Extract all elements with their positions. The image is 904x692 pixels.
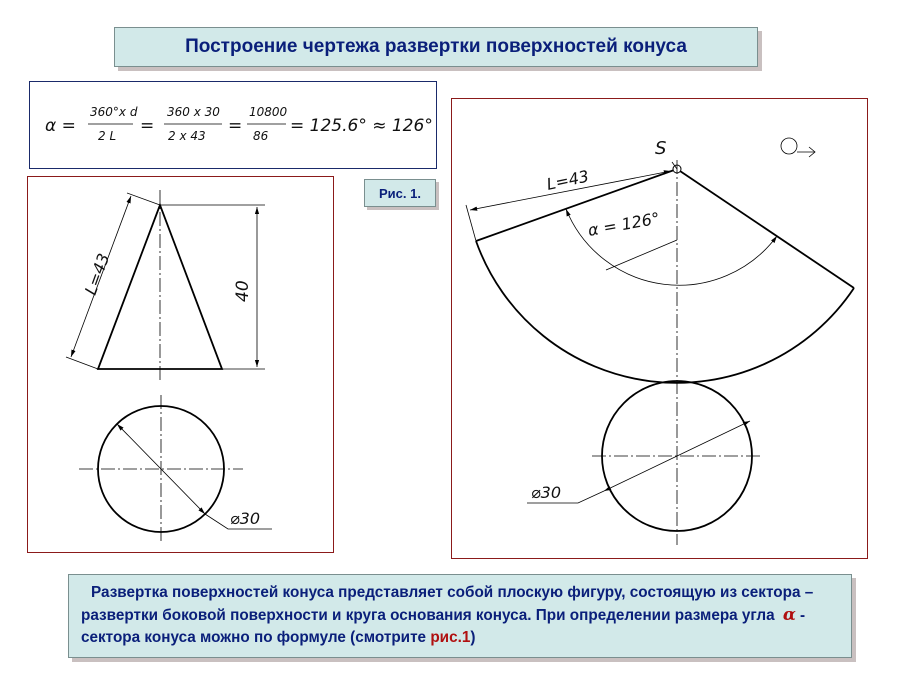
cone-front-view [66, 190, 265, 380]
formula-lhs: α = [45, 116, 76, 136]
explanation-part3: ) [470, 629, 476, 646]
formula [45, 105, 433, 143]
base-diameter-label: ⌀30 [531, 483, 561, 502]
slant-extension-top [127, 193, 160, 205]
cone-development [466, 138, 854, 545]
slant-extension-bottom [66, 357, 98, 369]
explanation-part2: - сектора конуса можно по формуле (смотрите [81, 607, 806, 646]
figure-reference: рис.1 [430, 629, 471, 646]
angle-label: α = 126° [586, 208, 662, 240]
formula-frac3-den: 86 [253, 129, 269, 143]
formula-frac1-den: 2 L [98, 129, 117, 143]
alpha-symbol: α [782, 605, 796, 625]
formula-frac1-num: 360°x d [90, 105, 138, 119]
formula-frac3-num: 10800 [249, 105, 288, 119]
sector-arc [476, 241, 854, 383]
sector-right-radius [677, 169, 854, 288]
explanation-part1: Развертка поверхностей конуса представляет собой плоскую фигуру, состоящую из сектора – развертки боковой поверхности и круга основания конуса. При определении размера угла [81, 584, 814, 624]
radius-extension-left [466, 205, 476, 241]
figure-label: Рис. 1. [379, 185, 421, 201]
page-title: Построение чертежа развертки поверхностей конуса [185, 36, 687, 57]
cone-top-view [79, 395, 272, 543]
slant-label: L=43 [80, 250, 114, 298]
diameter-label: ⌀30 [230, 509, 260, 528]
formula-eq2: = [228, 116, 243, 136]
apex-label: S [655, 138, 667, 159]
rotation-symbol-icon [781, 138, 797, 154]
angle-leader [606, 240, 677, 270]
formula-result: = 125.6° ≈ 126° [290, 116, 433, 136]
height-label: 40 [233, 280, 253, 302]
formula-frac2-num: 360 x 30 [167, 105, 220, 119]
formula-eq1: = [140, 116, 155, 136]
radius-label: L=43 [544, 166, 591, 194]
formula-frac2-den: 2 x 43 [168, 129, 206, 143]
explanation-note [68, 574, 852, 658]
explanation-text [81, 582, 839, 649]
